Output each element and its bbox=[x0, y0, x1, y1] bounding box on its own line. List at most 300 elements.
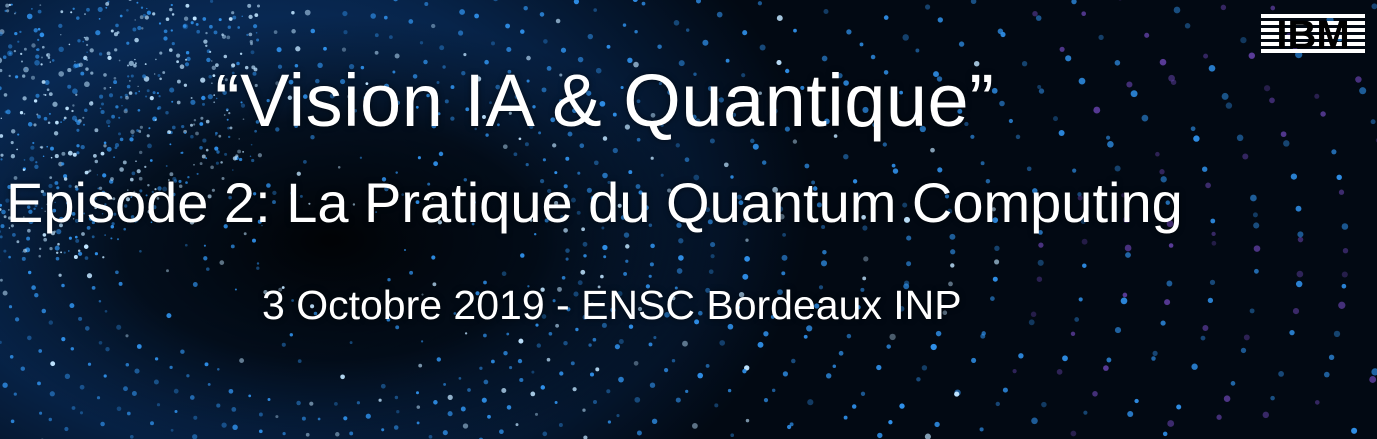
particle-dot bbox=[1032, 11, 1037, 16]
particle-dot bbox=[22, 251, 23, 252]
particle-dot bbox=[1081, 11, 1086, 16]
particle-dot bbox=[39, 248, 41, 250]
particle-dot bbox=[491, 360, 495, 364]
particle-dot bbox=[86, 44, 88, 46]
particle-dot bbox=[676, 143, 680, 147]
particle-dot bbox=[593, 8, 597, 12]
particle-dot bbox=[152, 12, 155, 15]
particle-dot bbox=[1338, 302, 1345, 309]
particle-dot bbox=[777, 15, 783, 21]
particle-dot bbox=[139, 250, 142, 253]
particle-dot bbox=[75, 65, 78, 68]
particle-dot bbox=[1125, 245, 1132, 252]
particle-dot bbox=[1036, 15, 1042, 21]
particle-dot bbox=[109, 93, 113, 97]
particle-dot bbox=[499, 429, 504, 434]
particle-dot bbox=[653, 336, 656, 339]
particle-dot bbox=[1098, 35, 1103, 40]
particle-dot bbox=[29, 157, 34, 162]
particle-dot bbox=[201, 96, 205, 100]
particle-dot bbox=[370, 13, 376, 19]
particle-dot bbox=[615, 344, 620, 349]
particle-dot bbox=[1269, 98, 1275, 104]
particle-dot bbox=[99, 341, 103, 345]
particle-dot bbox=[934, 422, 939, 427]
particle-dot bbox=[282, 343, 286, 347]
particle-dot bbox=[44, 117, 48, 121]
particle-dot bbox=[516, 423, 519, 426]
particle-dot bbox=[0, 230, 1, 233]
particle-dot bbox=[196, 23, 199, 26]
ibm-logo bbox=[1261, 14, 1365, 54]
particle-dot bbox=[110, 87, 111, 88]
particle-dot bbox=[1160, 59, 1167, 66]
particle-dot bbox=[518, 359, 522, 363]
particle-dot bbox=[85, 326, 90, 331]
particle-dot bbox=[157, 92, 159, 94]
particle-dot bbox=[439, 152, 443, 156]
particle-dot bbox=[343, 30, 347, 34]
particle-dot bbox=[384, 16, 388, 20]
particle-dot bbox=[78, 317, 82, 321]
particle-dot bbox=[1371, 3, 1377, 9]
particle-dot bbox=[1315, 400, 1320, 405]
particle-dot bbox=[202, 17, 206, 21]
particle-dot bbox=[103, 87, 106, 90]
particle-dot bbox=[0, 158, 2, 160]
particle-dot bbox=[129, 91, 133, 95]
particle-dot bbox=[650, 262, 654, 266]
particle-dot bbox=[1202, 167, 1207, 172]
particle-dot bbox=[1038, 242, 1043, 247]
particle-dot bbox=[1142, 115, 1149, 122]
particle-dot bbox=[250, 155, 252, 157]
particle-dot bbox=[33, 123, 36, 126]
particle-dot bbox=[696, 0, 701, 3]
particle-dot bbox=[78, 252, 82, 256]
particle-dot bbox=[146, 8, 147, 9]
particle-dot bbox=[582, 409, 585, 412]
particle-dot bbox=[1039, 88, 1044, 93]
particle-dot bbox=[11, 419, 15, 423]
particle-dot bbox=[150, 421, 154, 425]
particle-dot bbox=[588, 34, 593, 39]
particle-dot bbox=[81, 145, 85, 149]
particle-dot bbox=[34, 60, 40, 66]
particle-dot bbox=[64, 251, 66, 253]
particle-dot bbox=[719, 340, 725, 346]
particle-dot bbox=[67, 68, 71, 72]
particle-dot bbox=[205, 32, 207, 34]
particle-dot bbox=[164, 29, 168, 33]
particle-dot bbox=[474, 14, 479, 19]
particle-dot bbox=[340, 374, 345, 379]
particle-dot bbox=[393, 0, 398, 1]
particle-dot bbox=[83, 124, 85, 126]
particle-dot bbox=[11, 4, 13, 6]
particle-dot bbox=[1253, 212, 1258, 217]
particle-dot bbox=[1253, 222, 1259, 228]
particle-dot bbox=[1250, 308, 1255, 313]
particle-dot bbox=[200, 117, 203, 120]
particle-dot bbox=[60, 121, 62, 123]
particle-dot bbox=[190, 124, 193, 127]
particle-dot bbox=[78, 250, 81, 253]
particle-dot bbox=[1241, 348, 1246, 353]
particle-dot bbox=[899, 403, 904, 408]
particle-dot bbox=[72, 406, 76, 410]
particle-dot bbox=[433, 400, 438, 405]
particle-dot bbox=[552, 143, 556, 147]
particle-dot bbox=[15, 75, 18, 78]
particle-dot bbox=[205, 157, 207, 159]
particle-dot bbox=[111, 29, 114, 32]
particle-dot bbox=[852, 404, 856, 408]
particle-dot bbox=[618, 377, 624, 383]
particle-dot bbox=[104, 374, 107, 377]
particle-dot bbox=[1029, 319, 1035, 325]
particle-dot bbox=[323, 47, 327, 51]
particle-dot bbox=[75, 236, 78, 239]
particle-dot bbox=[863, 256, 868, 261]
particle-dot bbox=[616, 414, 619, 417]
particle-dot bbox=[32, 142, 34, 144]
particle-dot bbox=[114, 77, 117, 80]
particle-dot bbox=[846, 29, 851, 34]
particle-dot bbox=[925, 434, 931, 439]
particle-dot bbox=[418, 364, 422, 368]
particle-dot bbox=[1071, 332, 1075, 336]
particle-dot bbox=[119, 60, 121, 62]
particle-dot bbox=[20, 111, 23, 114]
particle-dot bbox=[685, 390, 688, 393]
particle-dot bbox=[311, 29, 316, 34]
particle-dot bbox=[682, 341, 688, 347]
particle-dot bbox=[1342, 223, 1349, 230]
particle-dot bbox=[209, 51, 211, 53]
particle-dot bbox=[0, 154, 3, 157]
particle-dot bbox=[50, 61, 51, 62]
particle-dot bbox=[79, 63, 83, 67]
particle-dot bbox=[92, 235, 95, 238]
particle-dot bbox=[1298, 237, 1303, 242]
particle-dot bbox=[55, 121, 59, 125]
particle-dot bbox=[0, 279, 3, 282]
particle-dot bbox=[650, 244, 655, 249]
particle-dot bbox=[86, 51, 87, 52]
particle-dot bbox=[147, 134, 150, 137]
particle-dot bbox=[54, 131, 58, 135]
particle-dot bbox=[155, 119, 157, 121]
particle-dot bbox=[664, 368, 668, 372]
particle-dot bbox=[158, 74, 161, 77]
particle-dot bbox=[1106, 358, 1111, 363]
particle-dot bbox=[583, 242, 588, 247]
particle-dot bbox=[291, 11, 294, 14]
particle-dot bbox=[41, 56, 43, 58]
particle-dot bbox=[1121, 298, 1128, 305]
particle-dot bbox=[461, 407, 466, 412]
particle-dot bbox=[144, 166, 146, 168]
particle-dot bbox=[588, 343, 591, 346]
particle-dot bbox=[954, 392, 959, 397]
particle-dot bbox=[19, 31, 21, 33]
particle-dot bbox=[130, 130, 134, 134]
particle-dot bbox=[153, 91, 156, 94]
particle-dot bbox=[600, 275, 604, 279]
particle-dot bbox=[1000, 32, 1005, 37]
particle-dot bbox=[35, 54, 39, 58]
particle-dot bbox=[137, 86, 138, 87]
particle-dot bbox=[268, 398, 271, 401]
particle-dot bbox=[259, 413, 263, 417]
particle-dot bbox=[103, 73, 107, 77]
particle-dot bbox=[22, 257, 26, 261]
particle-dot bbox=[375, 51, 379, 55]
particle-dot bbox=[91, 101, 93, 103]
particle-dot bbox=[583, 254, 586, 257]
particle-dot bbox=[123, 386, 128, 391]
particle-dot bbox=[14, 392, 17, 395]
particle-dot bbox=[22, 74, 25, 77]
particle-dot bbox=[185, 244, 188, 247]
particle-dot bbox=[115, 24, 119, 28]
particle-dot bbox=[117, 238, 119, 240]
particle-dot bbox=[39, 412, 42, 415]
particle-dot bbox=[275, 415, 278, 418]
particle-dot bbox=[216, 162, 219, 165]
particle-dot bbox=[1211, 232, 1215, 236]
particle-dot bbox=[90, 71, 93, 74]
particle-dot bbox=[338, 166, 341, 169]
particle-dot bbox=[579, 143, 584, 148]
particle-dot bbox=[60, 251, 62, 253]
particle-dot bbox=[193, 17, 197, 21]
particle-dot bbox=[295, 46, 300, 51]
particle-dot bbox=[1059, 130, 1065, 136]
particle-dot bbox=[772, 389, 775, 392]
particle-dot bbox=[138, 91, 140, 93]
particle-dot bbox=[105, 7, 107, 9]
particle-dot bbox=[55, 154, 59, 158]
particle-dot bbox=[1127, 411, 1133, 417]
particle-dot bbox=[206, 267, 210, 271]
particle-dot bbox=[1093, 107, 1100, 114]
particle-dot bbox=[542, 432, 547, 437]
particle-dot bbox=[507, 405, 512, 410]
particle-dot bbox=[205, 45, 207, 47]
particle-dot bbox=[822, 250, 827, 255]
particle-dot bbox=[116, 325, 121, 330]
particle-dot bbox=[762, 160, 766, 164]
particle-dot bbox=[83, 56, 87, 60]
particle-dot bbox=[1037, 85, 1041, 89]
particle-dot bbox=[56, 257, 60, 261]
particle-dot bbox=[1191, 364, 1197, 370]
particle-dot bbox=[135, 62, 137, 64]
particle-dot bbox=[1060, 47, 1065, 52]
particle-dot bbox=[48, 121, 51, 124]
particle-dot bbox=[187, 57, 191, 61]
particle-dot bbox=[99, 95, 103, 99]
event-date-location: 3 Octobre 2019 - ENSC Bordeaux INP bbox=[262, 282, 962, 328]
particle-dot bbox=[1083, 411, 1087, 415]
particle-dot bbox=[248, 395, 251, 398]
particle-dot bbox=[216, 404, 220, 408]
particle-dot bbox=[240, 53, 242, 55]
particle-dot bbox=[479, 367, 482, 370]
particle-dot bbox=[42, 80, 46, 84]
particle-dot bbox=[876, 365, 881, 370]
particle-dot bbox=[250, 42, 253, 45]
particle-dot bbox=[2, 383, 7, 388]
particle-dot bbox=[190, 395, 195, 400]
particle-dot bbox=[136, 129, 139, 132]
particle-dot bbox=[437, 357, 441, 361]
particle-dot bbox=[493, 0, 499, 1]
particle-dot bbox=[625, 244, 629, 248]
particle-dot bbox=[555, 401, 558, 404]
particle-dot bbox=[8, 44, 12, 48]
particle-dot bbox=[45, 94, 47, 96]
particle-dot bbox=[125, 108, 128, 111]
particle-dot bbox=[193, 416, 197, 420]
particle-dot bbox=[1237, 135, 1244, 142]
particle-dot bbox=[105, 310, 108, 313]
particle-dot bbox=[28, 122, 33, 127]
particle-dot bbox=[130, 435, 134, 439]
particle-dot bbox=[349, 431, 353, 435]
particle-dot bbox=[763, 331, 768, 336]
particle-dot bbox=[134, 369, 139, 374]
particle-dot bbox=[60, 34, 61, 35]
particle-dot bbox=[195, 132, 199, 136]
particle-dot bbox=[159, 22, 161, 24]
particle-dot bbox=[394, 425, 399, 430]
particle-dot bbox=[1359, 87, 1366, 94]
particle-dot bbox=[40, 63, 42, 65]
particle-dot bbox=[416, 391, 419, 394]
particle-dot bbox=[360, 157, 362, 159]
particle-dot bbox=[233, 156, 237, 160]
particle-dot bbox=[980, 427, 984, 431]
particle-dot bbox=[177, 80, 181, 84]
particle-dot bbox=[526, 163, 529, 166]
particle-dot bbox=[97, 396, 100, 399]
particle-dot bbox=[85, 37, 89, 41]
particle-dot bbox=[1053, 116, 1058, 121]
particle-dot bbox=[9, 75, 11, 77]
particle-dot bbox=[34, 28, 38, 32]
particle-dot bbox=[16, 240, 19, 243]
particle-dot bbox=[143, 14, 146, 17]
particle-dot bbox=[84, 81, 90, 87]
particle-dot bbox=[804, 164, 809, 169]
particle-dot bbox=[186, 374, 189, 377]
particle-dot bbox=[561, 48, 566, 53]
particle-dot bbox=[127, 412, 131, 416]
particle-dot bbox=[115, 270, 119, 274]
particle-dot bbox=[1125, 252, 1131, 258]
particle-dot bbox=[531, 371, 534, 374]
particle-dot bbox=[1153, 351, 1158, 356]
particle-dot bbox=[692, 423, 698, 429]
particle-dot bbox=[571, 361, 575, 365]
particle-dot bbox=[196, 30, 200, 34]
particle-dot bbox=[1291, 173, 1297, 179]
particle-dot bbox=[277, 47, 282, 52]
particle-dot bbox=[67, 85, 71, 89]
particle-dot bbox=[256, 267, 259, 270]
particle-dot bbox=[24, 159, 26, 161]
particle-dot bbox=[1134, 399, 1138, 403]
particle-dot bbox=[200, 78, 205, 83]
particle-dot bbox=[1371, 368, 1377, 375]
particle-dot bbox=[439, 45, 444, 50]
particle-dot bbox=[169, 48, 173, 52]
particle-dot bbox=[31, 285, 36, 290]
particle-dot bbox=[916, 377, 920, 381]
particle-dot bbox=[237, 26, 240, 29]
particle-dot bbox=[217, 368, 220, 371]
particle-dot bbox=[100, 422, 105, 427]
particle-dot bbox=[1210, 219, 1215, 224]
particle-dot bbox=[1031, 417, 1038, 424]
particle-dot bbox=[172, 13, 175, 16]
particle-dot bbox=[184, 84, 187, 87]
particle-dot bbox=[203, 256, 207, 260]
particle-dot bbox=[1289, 330, 1294, 335]
particle-dot bbox=[246, 34, 248, 36]
particle-dot bbox=[902, 34, 909, 41]
particle-dot bbox=[235, 288, 237, 290]
particle-dot bbox=[482, 398, 487, 403]
particle-dot bbox=[781, 271, 785, 275]
particle-dot bbox=[139, 151, 142, 154]
particle-dot bbox=[50, 361, 55, 366]
particle-dot bbox=[506, 47, 511, 52]
particle-dot bbox=[783, 371, 788, 376]
particle-dot bbox=[132, 391, 137, 396]
particle-dot bbox=[25, 68, 27, 70]
particle-dot bbox=[107, 51, 111, 55]
particle-dot bbox=[147, 89, 150, 92]
particle-dot bbox=[342, 48, 346, 52]
particle-dot bbox=[458, 30, 463, 35]
particle-dot bbox=[77, 39, 80, 42]
particle-dot bbox=[106, 120, 111, 125]
particle-dot bbox=[108, 125, 110, 127]
particle-dot bbox=[1169, 243, 1174, 248]
particle-dot bbox=[135, 161, 136, 162]
particle-dot bbox=[1106, 136, 1110, 140]
particle-dot bbox=[1031, 312, 1037, 318]
particle-dot bbox=[1171, 79, 1176, 84]
particle-dot bbox=[1324, 372, 1330, 378]
particle-dot bbox=[209, 25, 213, 29]
particle-dot bbox=[417, 421, 420, 424]
particle-dot bbox=[1193, 135, 1199, 141]
particle-dot bbox=[649, 342, 653, 346]
particle-dot bbox=[257, 262, 259, 264]
particle-dot bbox=[565, 157, 569, 161]
particle-dot bbox=[221, 422, 226, 427]
particle-dot bbox=[566, 258, 569, 261]
particle-dot bbox=[657, 44, 662, 49]
particle-dot bbox=[1249, 53, 1255, 59]
particle-dot bbox=[84, 13, 86, 15]
particle-dot bbox=[1115, 60, 1121, 66]
